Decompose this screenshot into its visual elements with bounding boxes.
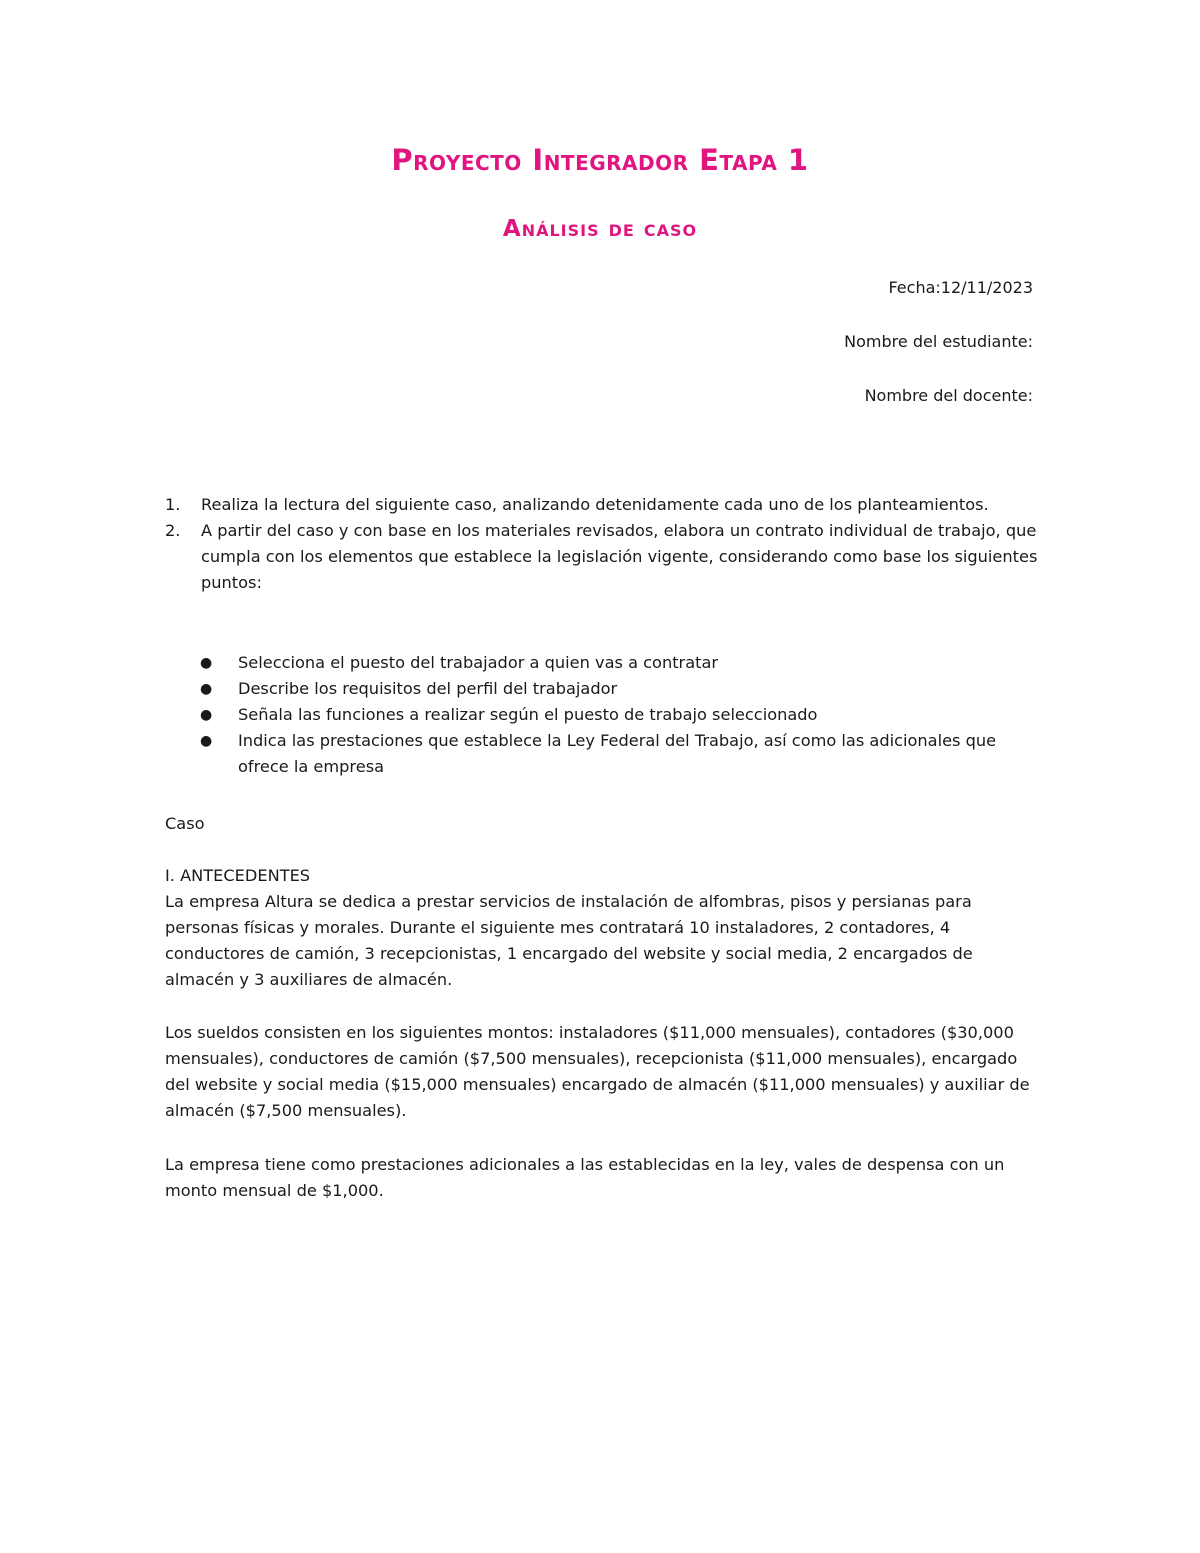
teacher-name-field: Nombre del docente: xyxy=(864,386,1033,405)
document-title: Proyecto Integrador Etapa 1 xyxy=(391,143,809,177)
point-item xyxy=(198,728,1048,780)
points-list xyxy=(198,650,1048,780)
date-field: Fecha:12/11/2023 xyxy=(888,278,1033,297)
case-paragraph-2: Los sueldos consisten en los siguientes montos: instaladores ($11,000 mensuales), contadores ($30,000 mensuales), conductores de camión ($7,500 mensuales), recepcionista ($11,000 mensuales), encargado del website y social media ($15,000 mensuales) encargado de almacén ($11,000 mensuales) y auxiliar de almacén ($7,500 mensuales). xyxy=(165,1023,1030,1120)
point-text: Indica las prestaciones que establece la Ley Federal del Trabajo, así como las adicionales que ofrece la empresa xyxy=(238,731,997,776)
instructions-list xyxy=(165,492,1045,596)
point-item xyxy=(198,702,1048,728)
case-paragraph-1: La empresa Altura se dedica a prestar servicios de instalación de alfombras, pisos y persianas para personas físicas y morales. Durante el siguiente mes contratará 10 instaladores, 2 contadores, 4 conductores de camión, 3 recepcionistas, 1 encargado del website y social media, 2 encargados de almacén y 3 auxiliares de almacén. xyxy=(165,892,973,989)
instruction-text: Realiza la lectura del siguiente caso, analizando detenidamente cada uno de los planteamientos. xyxy=(201,495,989,514)
point-text: Selecciona el puesto del trabajador a quien vas a contratar xyxy=(238,653,719,672)
point-text: Señala las funciones a realizar según el puesto de trabajo seleccionado xyxy=(238,705,818,724)
student-name-field: Nombre del estudiante: xyxy=(844,332,1033,351)
bullet-icon: ● xyxy=(200,707,213,723)
case-label: Caso xyxy=(165,814,205,833)
document-subtitle: Análisis de caso xyxy=(502,216,698,242)
point-item xyxy=(198,650,1048,676)
bullet-icon: ● xyxy=(200,655,213,671)
case-paragraph-3: La empresa tiene como prestaciones adicionales a las establecidas en la ley, vales de despensa con un monto mensual de $1,000. xyxy=(165,1155,1005,1200)
point-item xyxy=(198,676,1048,702)
instruction-item xyxy=(165,518,1045,596)
bullet-icon: ● xyxy=(200,681,213,697)
bullet-icon: ● xyxy=(200,733,213,749)
instruction-text: A partir del caso y con base en los materiales revisados, elabora un contrato individual de trabajo, que cumpla con los elementos que establece la legislación vigente, considerando como base los siguientes puntos: xyxy=(201,521,1038,592)
instruction-number: 2. xyxy=(165,521,181,540)
point-text: Describe los requisitos del perfil del trabajador xyxy=(238,679,618,698)
instruction-item xyxy=(165,492,1045,518)
case-heading: I. ANTECEDENTES xyxy=(165,866,311,885)
instruction-number: 1. xyxy=(165,495,181,514)
